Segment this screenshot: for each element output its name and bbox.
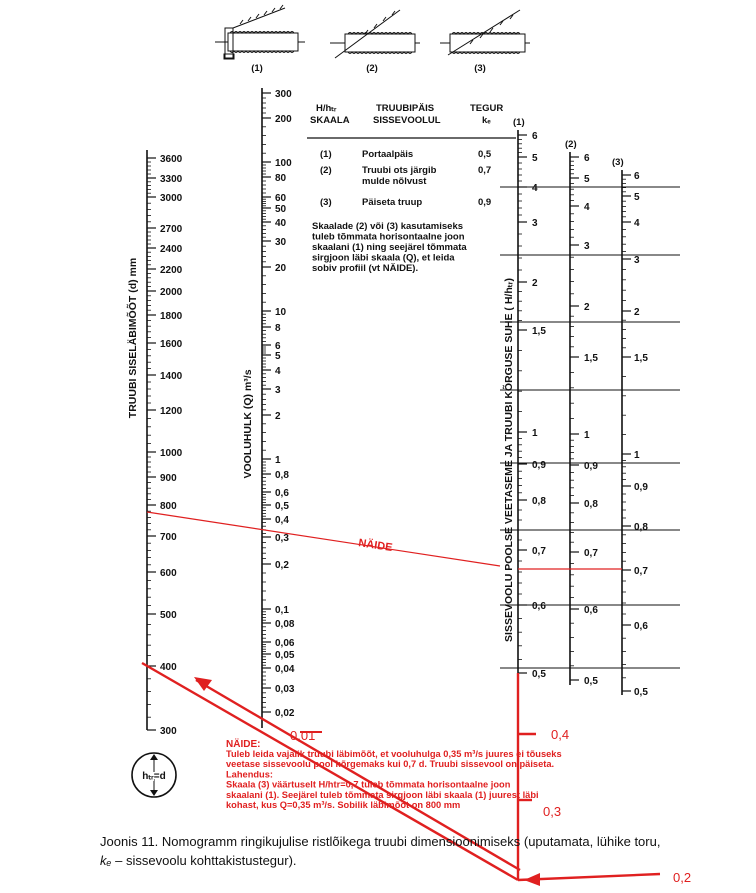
scale-h3-tick-label: 0,9 [634, 482, 648, 493]
scale-h3-tick-label: 5 [634, 192, 640, 203]
scale-q-tick-label: 60 [275, 193, 287, 204]
table-header-k: TEGUR kₑ [470, 103, 504, 126]
culvert-label-3: (3) [474, 63, 486, 74]
scale-q-tick-label: 100 [275, 158, 292, 169]
text-line: Skaala (3) väärtuselt H/htr=0,7 tuleb tõmmata horisontaalne joon [226, 779, 511, 790]
scale-h-links [500, 187, 680, 668]
scale-h1-tick-label: 5 [532, 153, 538, 164]
scale-q-tick-label: 10 [275, 307, 287, 318]
table-note [312, 221, 467, 274]
scale-d-tick-label: 800 [160, 501, 177, 512]
scale-h1-tick-label: 0,8 [532, 496, 546, 507]
text-line: tuleb tõmmata horisontaalne joon [312, 231, 465, 243]
scale-d-tick-label: 300 [160, 726, 177, 737]
scale-d-tick-label: 1600 [160, 339, 183, 350]
scale-h2-tick-label: 0,5 [584, 676, 598, 687]
scale-q-tick-label: 0,02 [275, 708, 295, 719]
table-row-3-type: Päiseta truup [362, 197, 423, 208]
scale-h2-ticks [570, 153, 598, 687]
scale-d-tick-label: 2200 [160, 265, 183, 276]
scale-h3-tick-label: 1 [634, 450, 640, 461]
scale-h3-tick-label: 0,7 [634, 566, 648, 577]
text-line: skaalani (1) ning seejärel tõmmata [312, 242, 467, 253]
table-row-2-type: Truubi ots järgib mulde nõlvust [362, 165, 437, 187]
scale-h1-tick-label: 1,5 [532, 326, 546, 337]
scale-q-tick-label: 20 [275, 263, 287, 274]
culvert-sketch-1 [215, 5, 305, 59]
scale-h2-tick-label: 1,5 [584, 353, 598, 364]
scale-d-tick-label: 1000 [160, 448, 183, 459]
scale-h1-tick-label: 0,9 [532, 460, 546, 471]
scale-h2-tick-label: 1 [584, 430, 590, 441]
scale-h2-tick-label: 0,7 [584, 548, 598, 559]
scale-q-tick-label: 0,08 [275, 619, 295, 630]
example-line [147, 512, 500, 566]
example-lines [147, 512, 622, 569]
scale-q-tick-label: 0,05 [275, 650, 295, 661]
scale-q-tick-label: 1 [275, 455, 281, 466]
scale-q-tick-label: 30 [275, 237, 287, 248]
scale-h2-label: (2) [565, 139, 577, 150]
annotation-04: 0,4 [551, 727, 570, 742]
culvert-sketches [215, 5, 530, 74]
scale-h3-tick-label: 3 [634, 255, 640, 266]
scale-h2-tick-label: 0,6 [584, 605, 598, 616]
scale-h2-tick-label: 4 [584, 202, 590, 213]
circle-symbol [132, 753, 176, 797]
scale-d-tick-label: 3000 [160, 193, 183, 204]
scale-d-tick-label: 2700 [160, 224, 183, 235]
example-heading: NÄIDE: [226, 739, 261, 750]
scale-q-tick-label: 6 [275, 341, 281, 352]
text-line: veetase sissevoolu pool kõrgemaks kui 0,7 d. Truubi sissevool on päiseta. [226, 759, 555, 770]
table-header-type: TRUUBIPÄIS SISSEVOOLUL [373, 103, 441, 126]
scale-q-tick-label: 0,06 [275, 638, 295, 649]
scale-q-tick-label: 0,03 [275, 684, 295, 695]
scale-h2-tick-label: 3 [584, 241, 590, 252]
culvert-label-2: (2) [366, 63, 378, 74]
circle-symbol-label: hₜᵣ=d [142, 771, 166, 782]
scale-q-tick-label: 3 [275, 385, 281, 396]
scale-h1-tick-label: 4 [532, 183, 538, 194]
scale-q-title: VOOLUHULK (Q) m³/s [242, 369, 254, 479]
scale-q-tick-label: 0,8 [275, 470, 289, 481]
scale-q-tick-label: 80 [275, 173, 287, 184]
culvert-label-1: (1) [251, 63, 263, 74]
table-header-scale: H/hₜᵣ SKAALA [310, 103, 350, 126]
scale-q-tick-label: 0,04 [275, 664, 295, 675]
culvert-sketch-3 [440, 10, 530, 55]
example-line-label: NÄIDE [357, 537, 394, 555]
scale-h3-tick-label: 4 [634, 218, 640, 229]
scale-h1-tick-label: 0,6 [532, 601, 546, 612]
text-line: Tuleb leida vajalik truubi läbimõõt, et vooluhulga 0,35 m³/s juures ei tõuseks [226, 749, 562, 759]
scale-q-tick-label: 0,6 [275, 488, 289, 499]
scale-h1-tick-label: 2 [532, 278, 538, 289]
scale-q-tick-label: 50 [275, 204, 287, 215]
scale-d-tick-label: 1800 [160, 311, 183, 322]
scale-h2-tick-label: 6 [584, 153, 590, 164]
scale-h3-label: (3) [612, 157, 624, 168]
scale-d-title: TRUUBI SISELÄBIMÕÕT (d) mm [127, 257, 139, 419]
scale-q-tick-label: 0,3 [275, 533, 289, 544]
caption-text-1: Joonis 11. Nomogramm ringikujulise ristlõikega truubi dimensioonimiseks (uputamata, lühike toru, [100, 834, 661, 849]
scale-d [126, 150, 183, 737]
scale-q [242, 88, 295, 728]
scale-h [500, 117, 680, 698]
example-text [226, 737, 562, 810]
scale-q-tick-label: 300 [275, 89, 292, 100]
text-line: sirgjoon läbi skaala (Q), et leida [312, 252, 455, 264]
annotation-03: 0,3 [543, 804, 562, 819]
scale-q-tick-label: 5 [275, 351, 281, 362]
scale-d-tick-label: 500 [160, 610, 177, 621]
scale-h2-tick-label: 2 [584, 302, 590, 313]
table-row-1-scale: (1) [320, 149, 332, 160]
scale-h2-tick-label: 0,8 [584, 499, 598, 510]
table-row-1-k: 0,5 [478, 149, 492, 160]
scale-d-tick-label: 400 [160, 662, 177, 673]
annotation-02: 0,2 [673, 870, 692, 885]
scale-h3-ticks [622, 171, 648, 698]
scale-h3-tick-label: 1,5 [634, 353, 648, 364]
caption-k-symbol: kₑ [100, 853, 112, 868]
scale-d-tick-label: 700 [160, 532, 177, 543]
scale-d-tick-label: 1200 [160, 406, 183, 417]
scale-d-tick-label: 2000 [160, 287, 183, 298]
scale-h1-tick-label: 0,5 [532, 669, 546, 680]
text-line: Lahendus: [226, 769, 274, 780]
scale-d-tick-label: 1400 [160, 371, 183, 382]
scale-q-tick-label: 0,4 [275, 515, 289, 526]
table-row-2-scale: (2) [320, 165, 332, 176]
scale-h-title: SISSEVOOLU POOLSE VEETASEME JA TRUUBI KÕRGUSE SUHE ( H/hₜᵣ) [503, 278, 515, 642]
scale-q-tick-label: 0,5 [275, 501, 289, 512]
scale-q-tick-label: 0,2 [275, 560, 289, 571]
scale-d-tick-label: 600 [160, 568, 177, 579]
culvert-sketch-2 [330, 10, 420, 58]
scale-h1-tick-label: 3 [532, 218, 538, 229]
scale-d-tick-label: 3600 [160, 154, 183, 165]
table-row-1-type: Portaalpäis [362, 149, 414, 160]
scale-h3-tick-label: 0,6 [634, 621, 648, 632]
scale-h1-tick-label: 6 [532, 131, 538, 142]
scale-h2-tick-label: 0,9 [584, 461, 598, 472]
scale-d-tick-label: 900 [160, 473, 177, 484]
table-row-2-k: 0,7 [478, 165, 492, 176]
inlet-table [307, 103, 516, 274]
text-line: skaalani (1). Seejärel tuleb tõmmata sirgjoon läbi skaala (1) juurest läbi [226, 789, 539, 800]
scale-h3-tick-label: 0,8 [634, 522, 648, 533]
scale-q-tick-label: 4 [275, 366, 281, 377]
scale-h3-tick-label: 2 [634, 307, 640, 318]
table-row-3-k: 0,9 [478, 197, 492, 208]
scale-h1-ticks [518, 131, 546, 680]
scale-h3-tick-label: 0,5 [634, 687, 648, 698]
scale-h1-tick-label: 0,7 [532, 546, 546, 557]
scale-h1-label: (1) [513, 117, 525, 128]
scale-q-tick-label: 8 [275, 323, 281, 334]
text-line: kohast, kus Q=0,35 m³/s. Sobilik läbimõõt on 800 mm [226, 800, 461, 810]
scale-d-tick-label: 3300 [160, 174, 183, 185]
scale-q-tick-label: 200 [275, 114, 292, 125]
scale-d-ticks [147, 154, 183, 737]
scale-q-ticks [262, 89, 295, 719]
text-line: sobiv profiil (vt NÄIDE). [312, 263, 419, 274]
text-line: Skaalade (2) või (3) kasutamiseks [312, 221, 464, 232]
scale-q-tick-label: 0,1 [275, 605, 289, 616]
table-row-3-scale: (3) [320, 197, 332, 208]
figure-caption [100, 832, 740, 870]
scale-q-tick-label: 40 [275, 218, 287, 229]
scale-h2-tick-label: 5 [584, 174, 590, 185]
example-body [226, 749, 562, 810]
annotation-001: 0,01 [290, 728, 316, 743]
scale-h3-tick-label: 6 [634, 171, 640, 182]
scale-q-tick-label: 2 [275, 411, 281, 422]
scale-h1-tick-label: 1 [532, 428, 538, 439]
scale-d-tick-label: 2400 [160, 244, 183, 255]
caption-text-2: – sissevoolu kohttakistustegur). [111, 853, 297, 868]
